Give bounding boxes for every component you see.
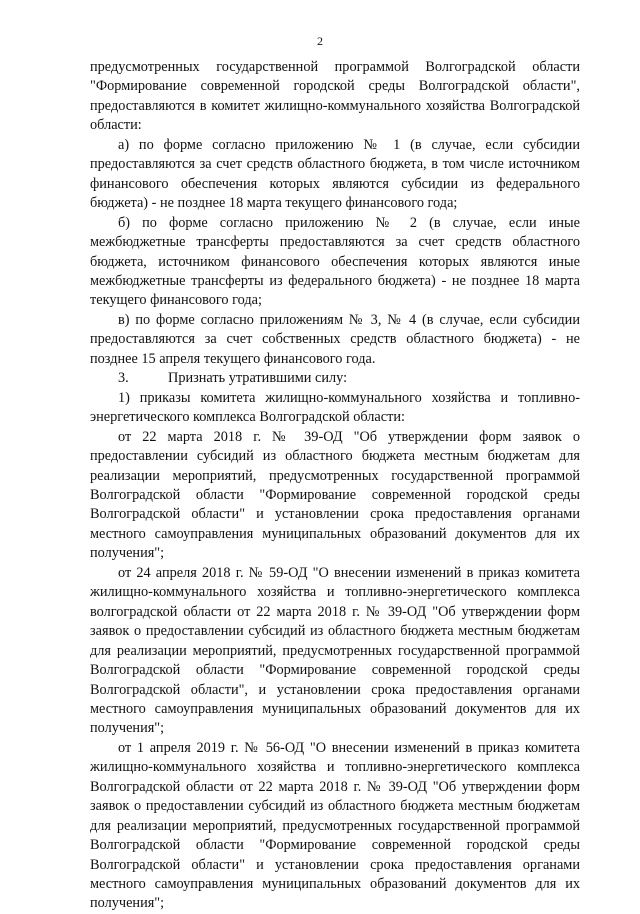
order-59-od: от 24 апреля 2018 г. № 59-ОД "О внесении изменений в приказ комитета жилищно-коммунального хозяйства и топливно-энергетического комплекса волгоградской области от 22 марта 2018 г. № 39-ОД "Об утверждении форм заявок о предоставлении субсидий из областного бюджета местным бюджетам для реализации мероприятий, предусмотренных государственной программой Волгоградской области "Формирование современной городской среды Волгоградской области", и установлении срока предоставления органами местного самоуправления муниципальных образований документов для их получения"; — [90, 564, 580, 737]
document-body — [90, 58, 580, 914]
paragraph-continuation: предусмотренных государственной программой Волгоградской области "Формирование современной городской среды Волгоградской области", предоставляются в комитет жилищно-коммунального хозяйства Волгоградской области: — [90, 59, 580, 134]
item-3-number: 3. — [118, 370, 129, 387]
page-number: 2 — [317, 34, 323, 48]
paragraph-item-3 — [90, 369, 580, 388]
order-56-od: от 1 апреля 2019 г. № 56-ОД "О внесении изменений в приказ комитета жилищно-коммунального хозяйства и топливно-энергетического комплекса Волгоградской области от 22 марта 2018 г. № 39-ОД "Об утверждении форм заявок о предоставлении субсидий из областного бюджета местным бюджетам для реализации мероприятий, предусмотренных государственной программой Волгоградской области "Формирование современной городской среды Волгоградской области" и установлении срока предоставления органами местного самоуправления муниципальных образований документов для их получения"; — [90, 739, 580, 912]
subitem-1-intro: 1) приказы комитета жилищно-коммунального хозяйства и топливно-энергетического комплекса Волгоградской области: — [90, 389, 580, 426]
paragraph-item-a: а) по форме согласно приложению № 1 (в случае, если субсидии предоставляются за счет средств областного бюджета, в том числе источником финансового обеспечения которых являются субсидии из федерального бюджета) - не позднее 18 марта текущего финансового года; — [90, 136, 580, 212]
order-39-od: от 22 марта 2018 г. № 39-ОД "Об утверждении форм заявок о предоставлении субсидий из областного бюджета местным бюджетам для реализации мероприятий, предусмотренных государственной программой Волгоградской области "Формирование современной городской среды Волгоградской области" и установлении срока предоставления органами местного самоуправления муниципальных образований документов для их получения"; — [90, 428, 580, 562]
paragraph-item-v: в) по форме согласно приложениям № 3, № 4 (в случае, если субсидии предоставляются за счет собственных средств областного бюджета) - не позднее 15 апреля текущего финансового года. — [90, 311, 580, 367]
paragraph-item-b: б) по форме согласно приложению № 2 (в случае, если иные межбюджетные трансферты предоставляются за счет средств областного бюджета, источником финансового обеспечения которых являются иные межбюджетные трансферты из федерального бюджета) - не позднее 18 марта текущего финансового года; — [90, 214, 580, 309]
item-3-text: Признать утратившими силу: — [168, 370, 348, 387]
